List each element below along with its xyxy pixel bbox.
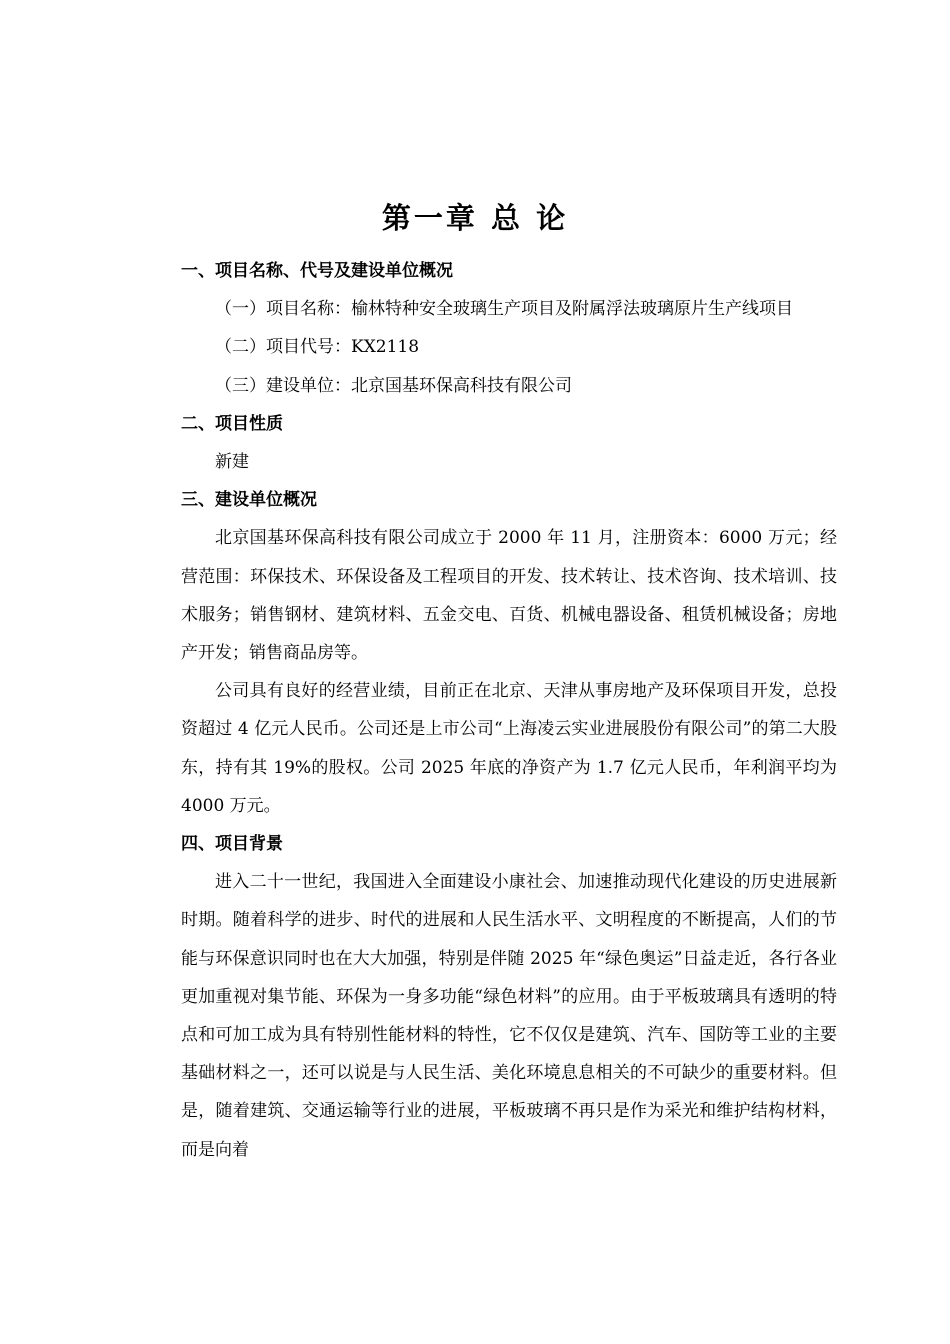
document-body bbox=[181, 252, 837, 1169]
unit-performance-paragraph: 公司具有良好的经营业绩，目前正在北京、天津从事房地产及环保项目开发，总投资超过 4 亿元人民币。公司还是上市公司“上海凌云实业进展股份有限公司”的第二大股东，持有其 19%的股权。公司 2025 年底的净资产为 1.7 亿元人民币，年利润平均为 4000 万元。 bbox=[181, 681, 837, 816]
section-heading-project-background: 四、项目背景 bbox=[181, 834, 283, 855]
project-name-item: （一）项目名称：榆林特种安全玻璃生产项目及附属浮法玻璃原片生产线项目 bbox=[215, 299, 793, 320]
section-heading-project-nature: 二、项目性质 bbox=[181, 413, 283, 434]
project-background-paragraph: 进入二十一世纪，我国进入全面建设小康社会、加速推动现代化建设的历史进展新时期。随着科学的进步、时代的进展和人民生活水平、文明程度的不断提高，人们的节能与环保意识同时也在大大加强，特别是伴随 2025 年“绿色奥运”日益走近，各行各业更加重视对集节能、环保为一身多功能“绿色材料”的应用。由于平板玻璃具有透明的特点和可加工成为具有特别性能材料的特性，它不仅仅是建筑、汽车、国防等工业的主要基础材料之一，还可以说是与人民生活、美化环境息息相关的不可缺少的重要材料。但是，随着建筑、交通运输等行业的进展，平板玻璃不再只是作为采光和维护结构材料，而是向着 bbox=[181, 872, 837, 1160]
project-nature-value: 新建 bbox=[215, 452, 249, 473]
construction-unit-item: （三）建设单位：北京国基环保高科技有限公司 bbox=[215, 375, 572, 396]
project-code-item: （二）项目代号：KX2118 bbox=[215, 337, 420, 358]
chapter-title: 第一章 总 论 bbox=[381, 201, 569, 235]
section-heading-unit-overview: 三、建设单位概况 bbox=[181, 490, 317, 511]
section-heading-project-name: 一、项目名称、代号及建设单位概况 bbox=[181, 261, 453, 281]
unit-overview-paragraph: 北京国基环保高科技有限公司成立于 2000 年 11 月，注册资本：6000 万元；经营范围：环保技术、环保设备及工程项目的开发、技术转让、技术咨询、技术培训、技术服务；销售钢材、建筑材料、五金交电、百货、机械电器设备、租赁机械设备；房地产开发；销售商品房等。 bbox=[181, 528, 837, 664]
